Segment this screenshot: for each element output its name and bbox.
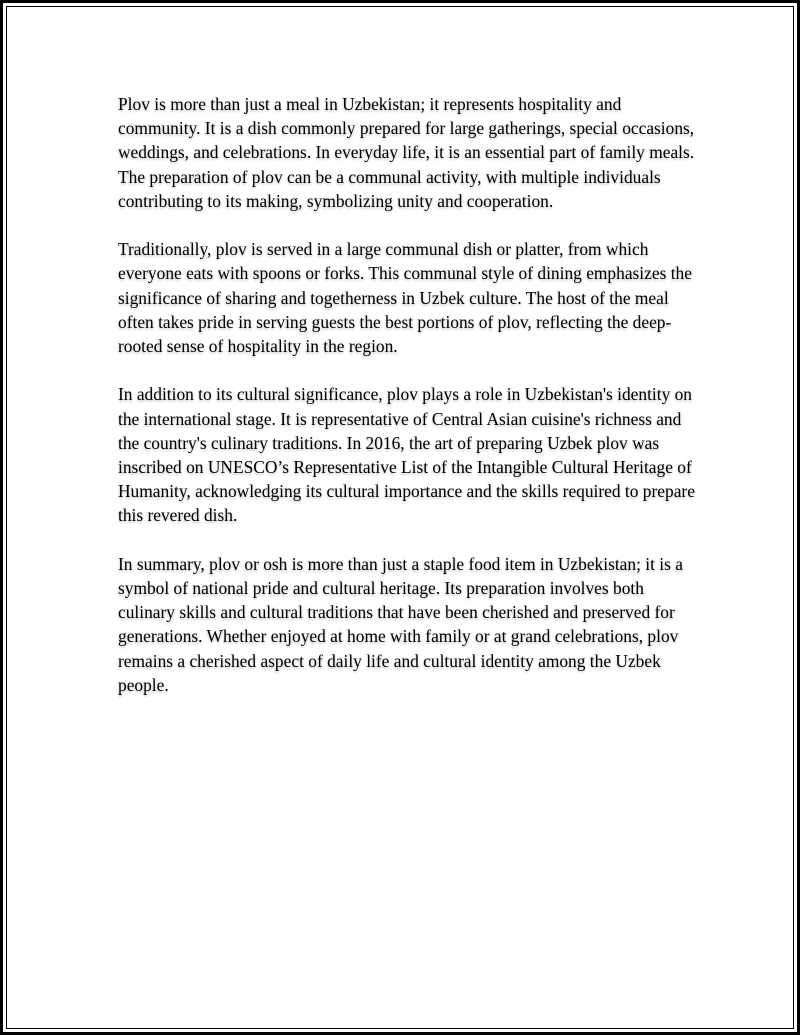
paragraph-summary: In summary, plov or osh is more than just a staple food item in Uzbekistan; it is a symbol of national pride and cultural heritage. Its preparation involves both culinary skills and cultural traditions that have been cherished and preserved for generations. Whether enjoyed at home with family or at grand celebrations, plov remains a cherished aspect of daily life and cultural identity among the Uzbek people. bbox=[118, 553, 683, 695]
document-body bbox=[118, 92, 700, 721]
paragraph-communal-dining: Traditionally, plov is served in a large communal dish or platter, from which everyone eats with spoons or forks. This communal style of dining emphasizes the significance of sharing and togetherness in Uzbek culture. The host of the meal often takes pride in serving guests the best portions of plov, reflecting the deep-rooted sense of hospitality in the region. bbox=[118, 239, 692, 357]
paragraph-hospitality: Plov is more than just a meal in Uzbekistan; it represents hospitality and community. It is a dish commonly prepared for large gatherings, special occasions, weddings, and celebrations. In everyday life, it is an essential part of family meals. The preparation of plov can be a communal activity, with multiple individuals contributing to its making, symbolizing unity and cooperation. bbox=[118, 94, 695, 211]
paragraph-international-identity: In addition to its cultural significance, plov plays a role in Uzbekistan's identity on the international stage. It is representative of Central Asian cuisine's richness and the country's culinary traditions. In 2016, the art of preparing Uzbek plov was inscribed on UNESCO’s Representative List of the Intangible Cultural Heritage of Humanity, acknowledging its cultural importance and the skills required to prepare this revered dish. bbox=[118, 384, 695, 526]
